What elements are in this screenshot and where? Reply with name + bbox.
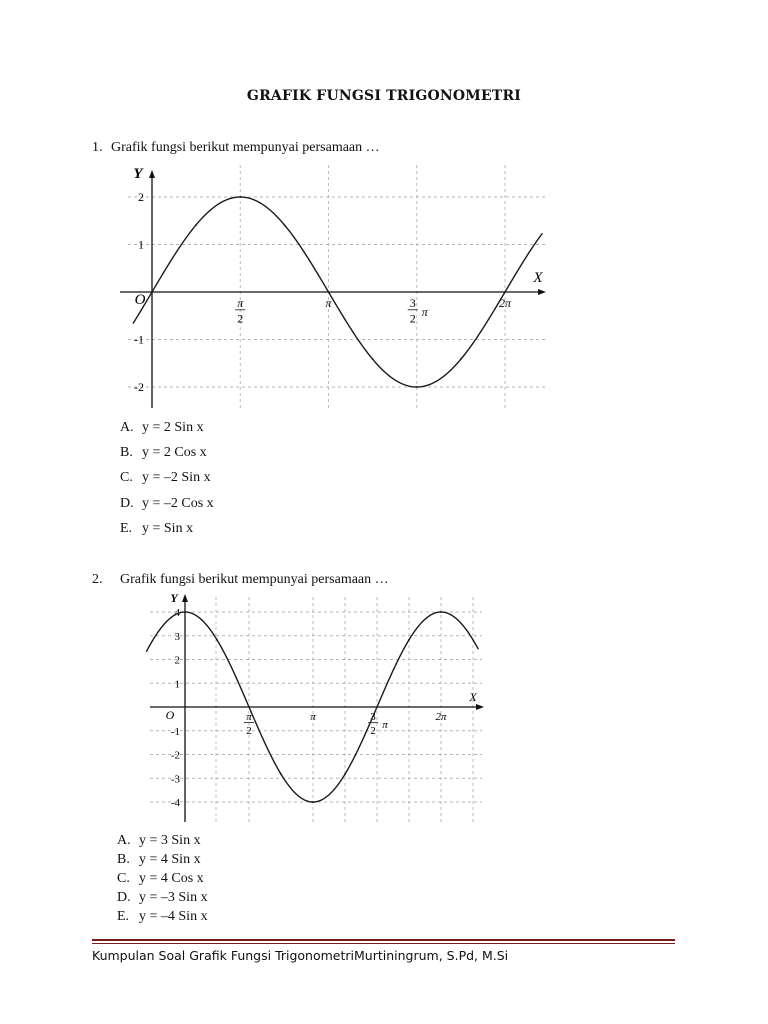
chart-1 bbox=[100, 160, 560, 410]
question-text: Grafik fungsi berikut mempunyai persamaan … bbox=[120, 572, 389, 587]
option-c[interactable]: C. y = –2 Sin x bbox=[120, 470, 211, 485]
y-tick-label: -2 bbox=[170, 749, 180, 762]
x-axis-label: X bbox=[469, 690, 477, 704]
y-tick-label: -1 bbox=[134, 332, 144, 347]
y-tick-label: 1 bbox=[174, 678, 180, 691]
y-tick-label: 1 bbox=[138, 237, 144, 252]
y-tick-label: 3 bbox=[174, 630, 180, 643]
question-2 bbox=[92, 572, 389, 588]
y-tick-label: -1 bbox=[170, 725, 180, 738]
y-tick-label: -4 bbox=[170, 797, 180, 809]
svg-text:2: 2 bbox=[237, 311, 244, 326]
question-number: 1. bbox=[92, 140, 103, 155]
data-point bbox=[280, 773, 282, 775]
data-point bbox=[372, 358, 374, 360]
y-tick-label: 2 bbox=[138, 190, 144, 204]
data-point bbox=[312, 801, 314, 803]
option-a[interactable]: A. y = 3 Sin x bbox=[117, 833, 201, 848]
svg-text:2: 2 bbox=[370, 725, 376, 738]
svg-text:π: π bbox=[382, 719, 388, 732]
page-title: GRAFIK FUNGSI TRIGONOMETRI bbox=[246, 88, 522, 104]
question-number: 2. bbox=[92, 572, 103, 587]
origin-label: O bbox=[165, 708, 175, 722]
data-point bbox=[184, 611, 186, 613]
chart-2 bbox=[145, 592, 490, 828]
data-point bbox=[239, 196, 241, 198]
data-point bbox=[408, 639, 410, 641]
svg-text:π: π bbox=[421, 304, 428, 319]
option-e[interactable]: E. y = Sin x bbox=[120, 521, 194, 536]
data-point bbox=[216, 639, 218, 641]
y-tick-label: 2 bbox=[174, 654, 180, 667]
svg-text:2: 2 bbox=[409, 311, 416, 326]
x-axis-arrow bbox=[476, 704, 484, 710]
option-b[interactable]: B. y = 2 Cos x bbox=[120, 445, 207, 460]
y-tick-label: -2 bbox=[134, 380, 144, 394]
svg-text:2: 2 bbox=[246, 725, 252, 738]
option-c[interactable]: C. y = 4 Cos x bbox=[117, 871, 204, 886]
svg-text:π: π bbox=[246, 710, 252, 723]
question-1 bbox=[92, 140, 380, 156]
y-axis-arrow bbox=[149, 170, 155, 178]
option-e[interactable]: E. y = –4 Sin x bbox=[117, 909, 208, 924]
option-b[interactable]: B. y = 4 Sin x bbox=[117, 852, 201, 867]
x-tick-label: 2π bbox=[498, 295, 512, 310]
data-point bbox=[416, 386, 418, 388]
data-point bbox=[376, 706, 378, 708]
origin-label: O bbox=[134, 292, 146, 308]
data-point bbox=[328, 291, 330, 293]
data-point bbox=[283, 224, 285, 226]
svg-text:3: 3 bbox=[370, 710, 376, 723]
question-text: Grafik fungsi berikut mempunyai persamaan … bbox=[111, 140, 380, 155]
y-tick-label: 4 bbox=[174, 607, 180, 619]
data-point bbox=[440, 611, 442, 613]
x-tick-label bbox=[235, 296, 245, 326]
y-axis-label: Y bbox=[133, 166, 143, 182]
x-tick-label: 2π bbox=[435, 710, 447, 723]
x-axis-arrow bbox=[538, 289, 546, 295]
x-tick-label bbox=[408, 296, 429, 326]
data-point bbox=[248, 706, 250, 708]
data-point bbox=[460, 358, 462, 360]
y-tick-label: -3 bbox=[170, 773, 180, 786]
option-a[interactable]: A. y = 2 Sin x bbox=[120, 420, 204, 435]
data-point bbox=[504, 291, 506, 293]
footer-text: Kumpulan Soal Grafik Fungsi TrigonometriMurtiningrum, S.Pd, M.Si bbox=[92, 948, 509, 963]
data-point bbox=[195, 224, 197, 226]
data-point bbox=[344, 773, 346, 775]
x-tick-label: π bbox=[325, 295, 332, 310]
y-axis-arrow bbox=[182, 594, 188, 602]
x-tick-label: π bbox=[310, 710, 316, 723]
data-point bbox=[151, 291, 153, 293]
x-axis-label: X bbox=[533, 270, 543, 286]
svg-text:π: π bbox=[237, 295, 244, 310]
option-d[interactable]: D. y = –3 Sin x bbox=[117, 890, 208, 905]
svg-text:3: 3 bbox=[409, 295, 416, 310]
x-tick-label bbox=[368, 711, 388, 737]
footer-divider bbox=[92, 939, 675, 946]
y-axis-label: Y bbox=[170, 591, 178, 605]
option-d[interactable]: D. y = –2 Cos x bbox=[120, 496, 214, 511]
